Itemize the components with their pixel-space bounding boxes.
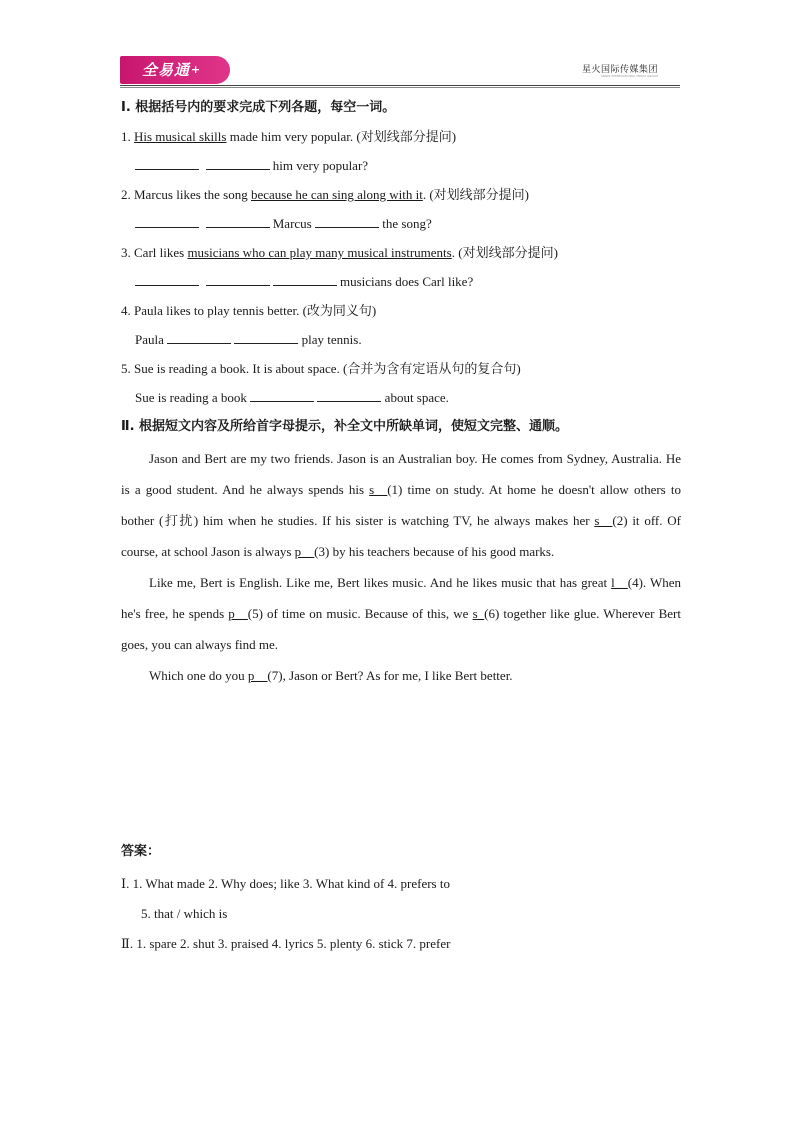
question-1-underlined: His musical skills [134, 129, 227, 144]
question-1-answer-line: him very popular? [121, 156, 681, 185]
company-subtitle: SPARK INTERNATIONAL MEDIA GROUP [600, 74, 658, 78]
blank[interactable] [315, 215, 379, 228]
worksheet-content [121, 98, 681, 691]
blank[interactable] [206, 273, 270, 286]
blank[interactable] [234, 331, 298, 344]
page-header [120, 56, 680, 86]
header-divider-thin [120, 87, 680, 88]
hint-blank-2[interactable]: s__ [594, 513, 613, 528]
passage-paragraph-1: Jason and Bert are my two friends. Jason is an Australian boy. He comes from Sydney, Australia. He is a good student. And he always spends his s__(1) time on study. At home he doesn't allow others to bother (打扰) him when he studies. If his sister is watching TV, he always makes her s__(2) it off. Of course, at school Jason is always p__(3) by his teachers because of his good marks. [121, 451, 681, 559]
blank[interactable] [206, 215, 270, 228]
logo-plus: + [191, 63, 202, 76]
section-2-title: Ⅱ. 根据短文内容及所给首字母提示，补全文中所缺单词，使短文完整、通顺。 [121, 419, 569, 434]
blank[interactable] [135, 215, 199, 228]
blank[interactable] [167, 331, 231, 344]
question-5-answer-line: Sue is reading a book about space. [135, 390, 449, 405]
question-4: 4. Paula likes to play tennis better. (改为同义句) [121, 303, 377, 318]
question-2-underlined: because he can sing along with it [250, 187, 423, 202]
answer-key-line-1: Ⅰ. 1. What made 2. Why does; like 3. What kind of 4. prefers to [121, 876, 450, 891]
question-1: 1. His musical skills made him very popular. (对划线部分提问) [121, 129, 457, 144]
hint-blank-1[interactable]: s__ [369, 482, 388, 497]
blank[interactable] [206, 157, 270, 170]
question-2: 2. Marcus likes the song because he can sing along with it. (对划线部分提问) [121, 187, 529, 202]
question-4-answer-line: Paula play tennis. [135, 332, 362, 347]
passage-paragraph-2: Like me, Bert is English. Like me, Bert likes music. And he likes music that has great l__(4). When he's free, he spends p__(5) of time on music. Because of this, we s_(6) together like glue. Wherever Bert goes, you can always find me. [121, 575, 682, 652]
blank[interactable] [135, 157, 199, 170]
header-divider [120, 85, 680, 86]
answer-key-line-2: 5. that / which is [141, 906, 228, 921]
question-3-underlined: musicians who can play many musical instruments [187, 245, 452, 260]
question-5: 5. Sue is reading a book. It is about space. (合并为含有定语从句的复合句) [121, 361, 521, 376]
section-1-title: Ⅰ. 根据括号内的要求完成下列各题，每空一词。 [121, 100, 396, 115]
blank[interactable] [317, 389, 381, 402]
question-2-answer-line: Marcus the song? [121, 214, 681, 243]
answer-key-line-3: Ⅱ. 1. spare 2. shut 3. praised 4. lyrics 5. plenty 6. stick 7. prefer [121, 936, 451, 951]
hint-blank-6[interactable]: s_ [472, 606, 485, 621]
answer-key [121, 842, 681, 964]
logo-text: 全易通 [142, 61, 191, 79]
passage-paragraph-3: Which one do you p__(7), Jason or Bert? As for me, I like Bert better. [149, 668, 513, 683]
question-3: 3. Carl likes musicians who can play many musical instruments. (对划线部分提问) [121, 245, 558, 260]
hint-blank-3[interactable]: p__ [294, 544, 315, 559]
hint-blank-4[interactable]: l__ [611, 575, 628, 590]
question-3-answer-line: musicians does Carl like? [121, 272, 681, 301]
answer-key-title: 答案： [121, 844, 161, 859]
hint-blank-5[interactable]: p__ [228, 606, 248, 621]
blank[interactable] [273, 273, 337, 286]
company-name: 星火国际传媒集团 [581, 65, 658, 75]
blank[interactable] [250, 389, 314, 402]
hint-blank-7[interactable]: p__ [247, 668, 268, 683]
blank[interactable] [135, 273, 199, 286]
brand-logo [120, 56, 230, 84]
